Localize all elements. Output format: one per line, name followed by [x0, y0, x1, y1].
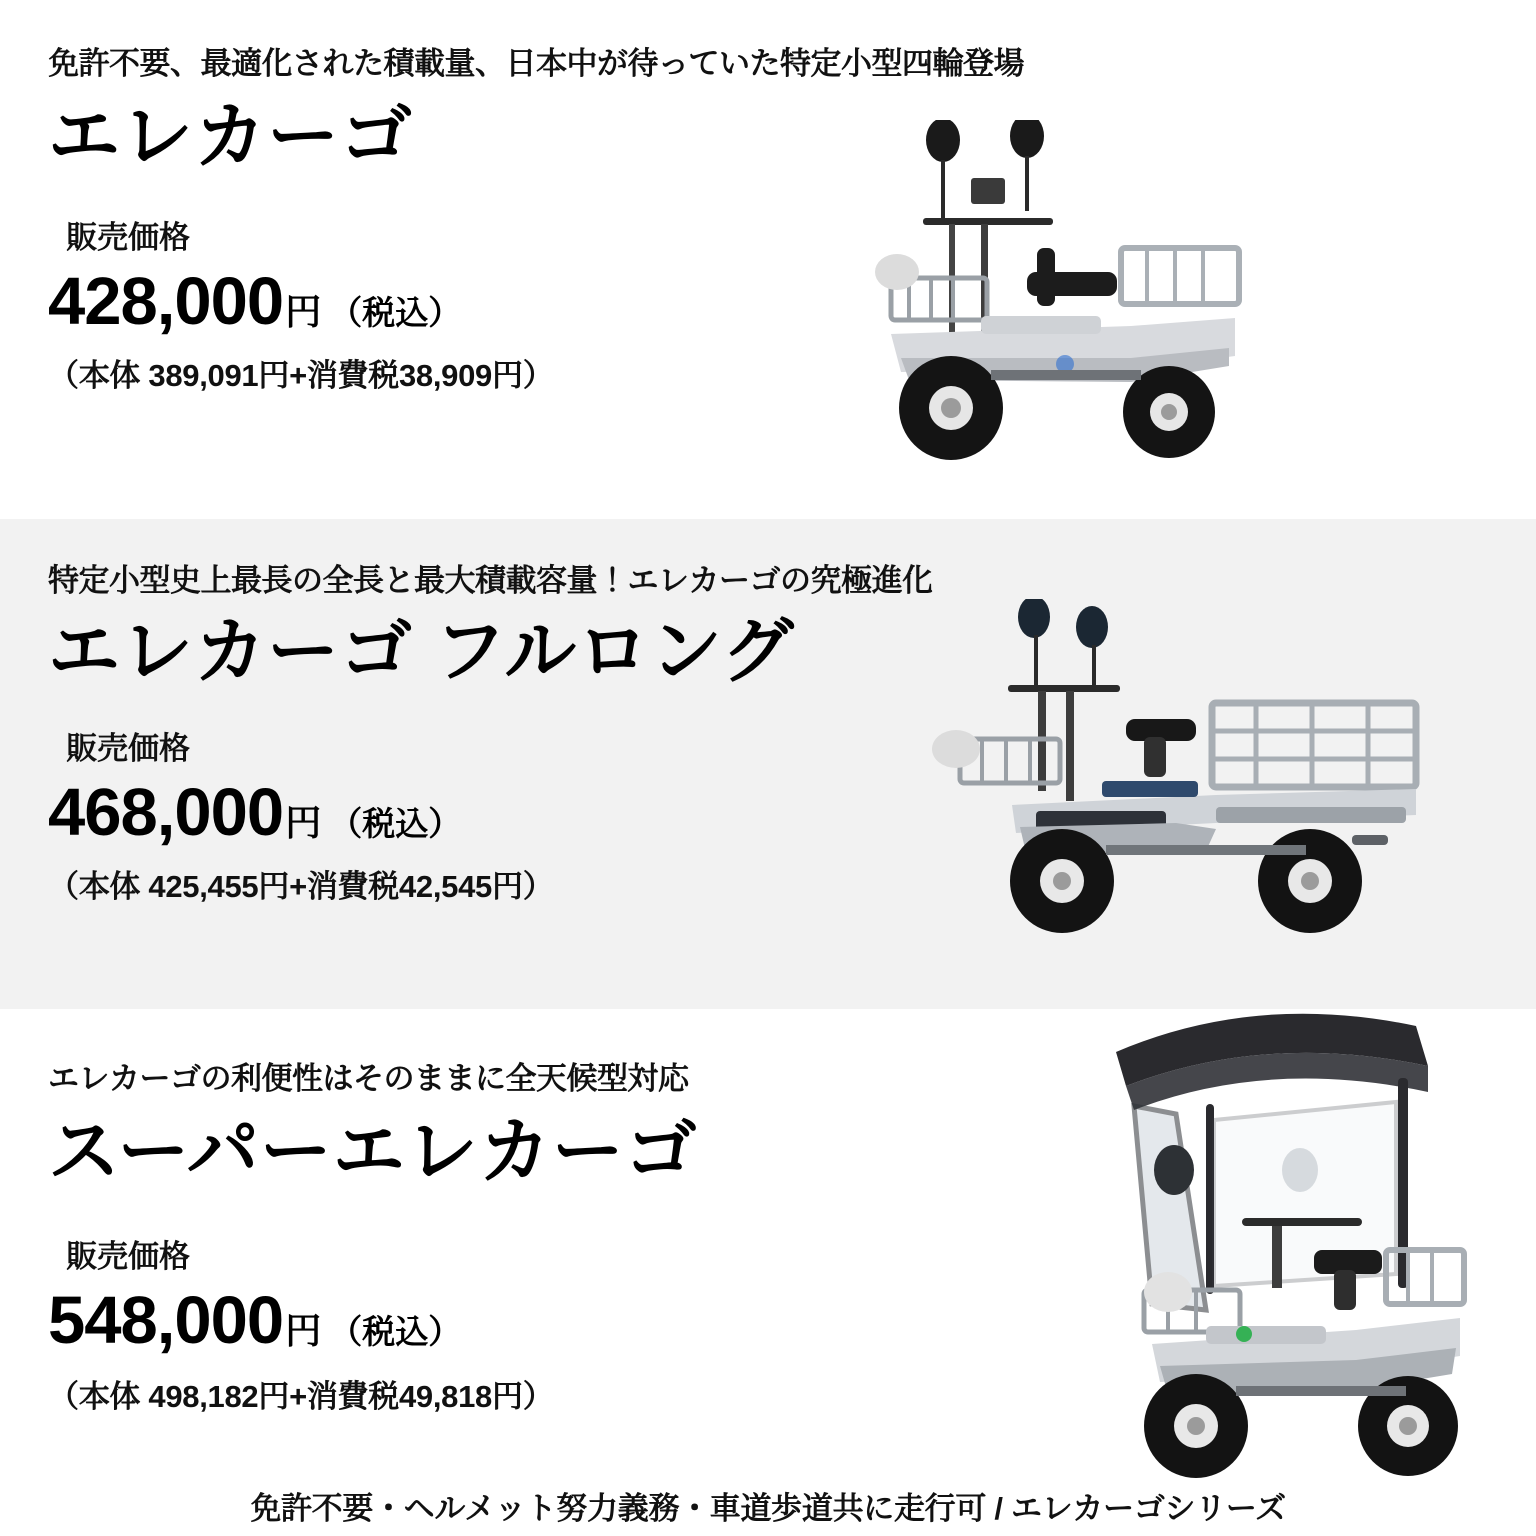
price-amount: 428,000	[48, 263, 284, 339]
price-tax-note: （税込）	[329, 293, 462, 331]
elecargo-full-long-vehicle-photo	[916, 599, 1436, 969]
price-label: 販売価格	[66, 1238, 190, 1274]
product-tagline: 特定小型史上最長の全長と最大積載容量！エレカーゴの究極進化	[48, 563, 933, 598]
price-label: 販売価格	[66, 219, 190, 255]
price-amount: 468,000	[48, 774, 284, 850]
price-currency-unit: 円	[285, 1309, 322, 1351]
price-breakdown: （本体 389,091円+消費税38,909円）	[48, 357, 554, 393]
product-tagline: 免許不要、最適化された積載量、日本中が待っていた特定小型四輪登場	[48, 46, 1024, 81]
price-label: 販売価格	[66, 730, 190, 766]
super-elecargo-text-block	[0, 1053, 698, 1416]
product-title: エレカーゴ フルロング	[48, 612, 795, 692]
price-tax-note: （税込）	[329, 1312, 462, 1350]
price-amount: 548,000	[48, 1282, 284, 1358]
super-elecargo-vehicle-photo	[1056, 1009, 1476, 1534]
product-title: スーパーエレカーゴ	[48, 1112, 698, 1192]
product-section-elecargo	[0, 0, 1536, 519]
product-title: エレカーゴ	[48, 97, 414, 177]
product-tagline: エレカーゴの利便性はそのままに全天候型対応	[48, 1061, 689, 1096]
product-section-super-elecargo	[0, 1009, 1536, 1536]
price-tax-note: （税込）	[329, 804, 462, 842]
elecargo-text-block	[0, 38, 1024, 395]
price-breakdown: （本体 498,182円+消費税49,818円）	[48, 1378, 554, 1414]
product-section-elecargo-full-long	[0, 519, 1536, 1009]
footer-note: 免許不要・ヘルメット努力義務・車道歩道共に走行可 / エレカーゴシリーズ	[250, 1491, 1286, 1526]
elecargo-full-long-text-block	[0, 555, 933, 906]
price-currency-unit: 円	[285, 290, 322, 332]
price-currency-unit: 円	[285, 801, 322, 843]
price-breakdown: （本体 425,455円+消費税42,545円）	[48, 868, 554, 904]
